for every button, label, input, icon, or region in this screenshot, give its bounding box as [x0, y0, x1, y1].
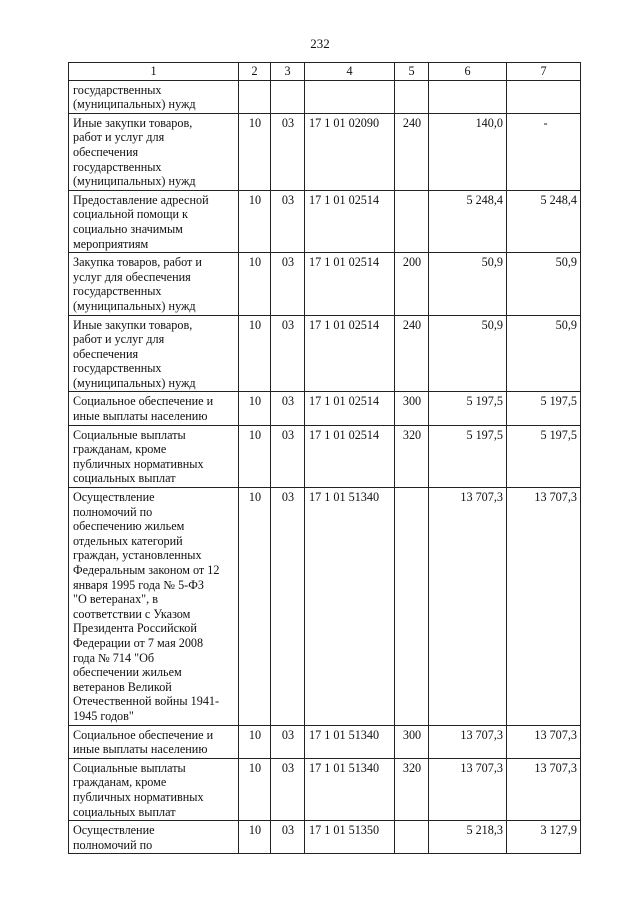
item-name-cell: Иные закупки товаров, работ и услуг для обеспечения государственных (муниципальных) нужд — [69, 315, 239, 392]
section-cell: 10 — [239, 725, 271, 758]
subsection-cell: 03 — [271, 190, 305, 252]
item-name-cell: Социальные выплаты гражданам, кроме публичных нормативных социальных выплат — [69, 425, 239, 487]
amount-2-cell: 50,9 — [507, 253, 581, 315]
section-cell: 10 — [239, 315, 271, 392]
page-number: 232 — [310, 36, 330, 51]
table-row — [69, 425, 581, 487]
amount-1-cell: 5 197,5 — [429, 392, 507, 425]
header-cell: 2 — [239, 63, 271, 81]
subsection-cell: 03 — [271, 725, 305, 758]
amount-2-cell: 5 197,5 — [507, 392, 581, 425]
amount-1-cell: 5 197,5 — [429, 425, 507, 487]
budget-table — [68, 62, 581, 854]
section-cell: 10 — [239, 190, 271, 252]
section-cell: 10 — [239, 392, 271, 425]
expense-type-cell: 300 — [395, 392, 429, 425]
item-name-cell: Осуществление полномочий по — [69, 821, 239, 854]
amount-1-cell: 50,9 — [429, 253, 507, 315]
table-row — [69, 488, 581, 726]
header-cell: 3 — [271, 63, 305, 81]
table-row — [69, 190, 581, 252]
expense-type-cell: 200 — [395, 253, 429, 315]
amount-2-cell: 5 197,5 — [507, 425, 581, 487]
section-cell — [239, 80, 271, 113]
header-cell: 1 — [69, 63, 239, 81]
expense-type-cell: 240 — [395, 315, 429, 392]
target-article-cell: 17 1 01 02090 — [305, 113, 395, 190]
target-article-cell: 17 1 01 02514 — [305, 253, 395, 315]
section-cell: 10 — [239, 758, 271, 820]
expense-type-cell — [395, 821, 429, 854]
amount-1-cell: 5 218,3 — [429, 821, 507, 854]
expense-type-cell — [395, 488, 429, 726]
header-cell: 6 — [429, 63, 507, 81]
amount-2-cell: 13 707,3 — [507, 725, 581, 758]
table-row — [69, 821, 581, 854]
header-row — [69, 63, 581, 81]
section-cell: 10 — [239, 488, 271, 726]
amount-2-cell: 13 707,3 — [507, 758, 581, 820]
table-row — [69, 758, 581, 820]
expense-type-cell: 300 — [395, 725, 429, 758]
amount-1-cell — [429, 80, 507, 113]
subsection-cell: 03 — [271, 113, 305, 190]
target-article-cell: 17 1 01 51340 — [305, 758, 395, 820]
expense-type-cell: 320 — [395, 425, 429, 487]
subsection-cell: 03 — [271, 425, 305, 487]
section-cell: 10 — [239, 821, 271, 854]
table-row — [69, 113, 581, 190]
amount-1-cell: 50,9 — [429, 315, 507, 392]
amount-2-cell: 13 707,3 — [507, 488, 581, 726]
target-article-cell: 17 1 01 51350 — [305, 821, 395, 854]
subsection-cell — [271, 80, 305, 113]
item-name-cell: Закупка товаров, работ и услуг для обеспечения государственных (муниципальных) нужд — [69, 253, 239, 315]
item-name-cell: Социальные выплаты гражданам, кроме публичных нормативных социальных выплат — [69, 758, 239, 820]
amount-1-cell: 5 248,4 — [429, 190, 507, 252]
amount-2-cell: - — [507, 113, 581, 190]
amount-1-cell: 140,0 — [429, 113, 507, 190]
item-name-cell: государственных (муниципальных) нужд — [69, 80, 239, 113]
expense-type-cell: 320 — [395, 758, 429, 820]
subsection-cell: 03 — [271, 758, 305, 820]
amount-1-cell: 13 707,3 — [429, 488, 507, 726]
table-row — [69, 315, 581, 392]
target-article-cell: 17 1 01 02514 — [305, 315, 395, 392]
target-article-cell — [305, 80, 395, 113]
item-name-cell: Социальное обеспечение и иные выплаты населению — [69, 392, 239, 425]
subsection-cell: 03 — [271, 315, 305, 392]
expense-type-cell: 240 — [395, 113, 429, 190]
header-cell: 4 — [305, 63, 395, 81]
subsection-cell: 03 — [271, 392, 305, 425]
target-article-cell: 17 1 01 02514 — [305, 392, 395, 425]
expense-type-cell — [395, 190, 429, 252]
amount-1-cell: 13 707,3 — [429, 725, 507, 758]
target-article-cell: 17 1 01 02514 — [305, 425, 395, 487]
subsection-cell: 03 — [271, 253, 305, 315]
section-cell: 10 — [239, 253, 271, 315]
section-cell: 10 — [239, 425, 271, 487]
header-cell: 5 — [395, 63, 429, 81]
item-name-cell: Социальное обеспечение и иные выплаты населению — [69, 725, 239, 758]
table-row — [69, 253, 581, 315]
subsection-cell: 03 — [271, 488, 305, 726]
amount-2-cell: 5 248,4 — [507, 190, 581, 252]
subsection-cell: 03 — [271, 821, 305, 854]
target-article-cell: 17 1 01 51340 — [305, 725, 395, 758]
item-name-cell: Предоставление адресной социальной помощи к социально значимым мероприятиям — [69, 190, 239, 252]
table-row — [69, 725, 581, 758]
amount-2-cell — [507, 80, 581, 113]
table-row — [69, 392, 581, 425]
table-row — [69, 80, 581, 113]
target-article-cell: 17 1 01 51340 — [305, 488, 395, 726]
item-name-cell: Иные закупки товаров, работ и услуг для обеспечения государственных (муниципальных) нужд — [69, 113, 239, 190]
target-article-cell: 17 1 01 02514 — [305, 190, 395, 252]
header-cell: 7 — [507, 63, 581, 81]
expense-type-cell — [395, 80, 429, 113]
section-cell: 10 — [239, 113, 271, 190]
amount-2-cell: 3 127,9 — [507, 821, 581, 854]
amount-2-cell: 50,9 — [507, 315, 581, 392]
amount-1-cell: 13 707,3 — [429, 758, 507, 820]
item-name-cell: Осуществление полномочий по обеспечению жильем отдельных категорий граждан, установленных Федеральным законом от 12 января 1995 года № 5-ФЗ "О ветеранах", в соответствии с Указом Президента Российской Федерации от 7 мая 2008 года № 714 "Об обеспечении жильем ветеранов Великой Отечественной войны 1941- 1945 годов" — [69, 488, 239, 726]
